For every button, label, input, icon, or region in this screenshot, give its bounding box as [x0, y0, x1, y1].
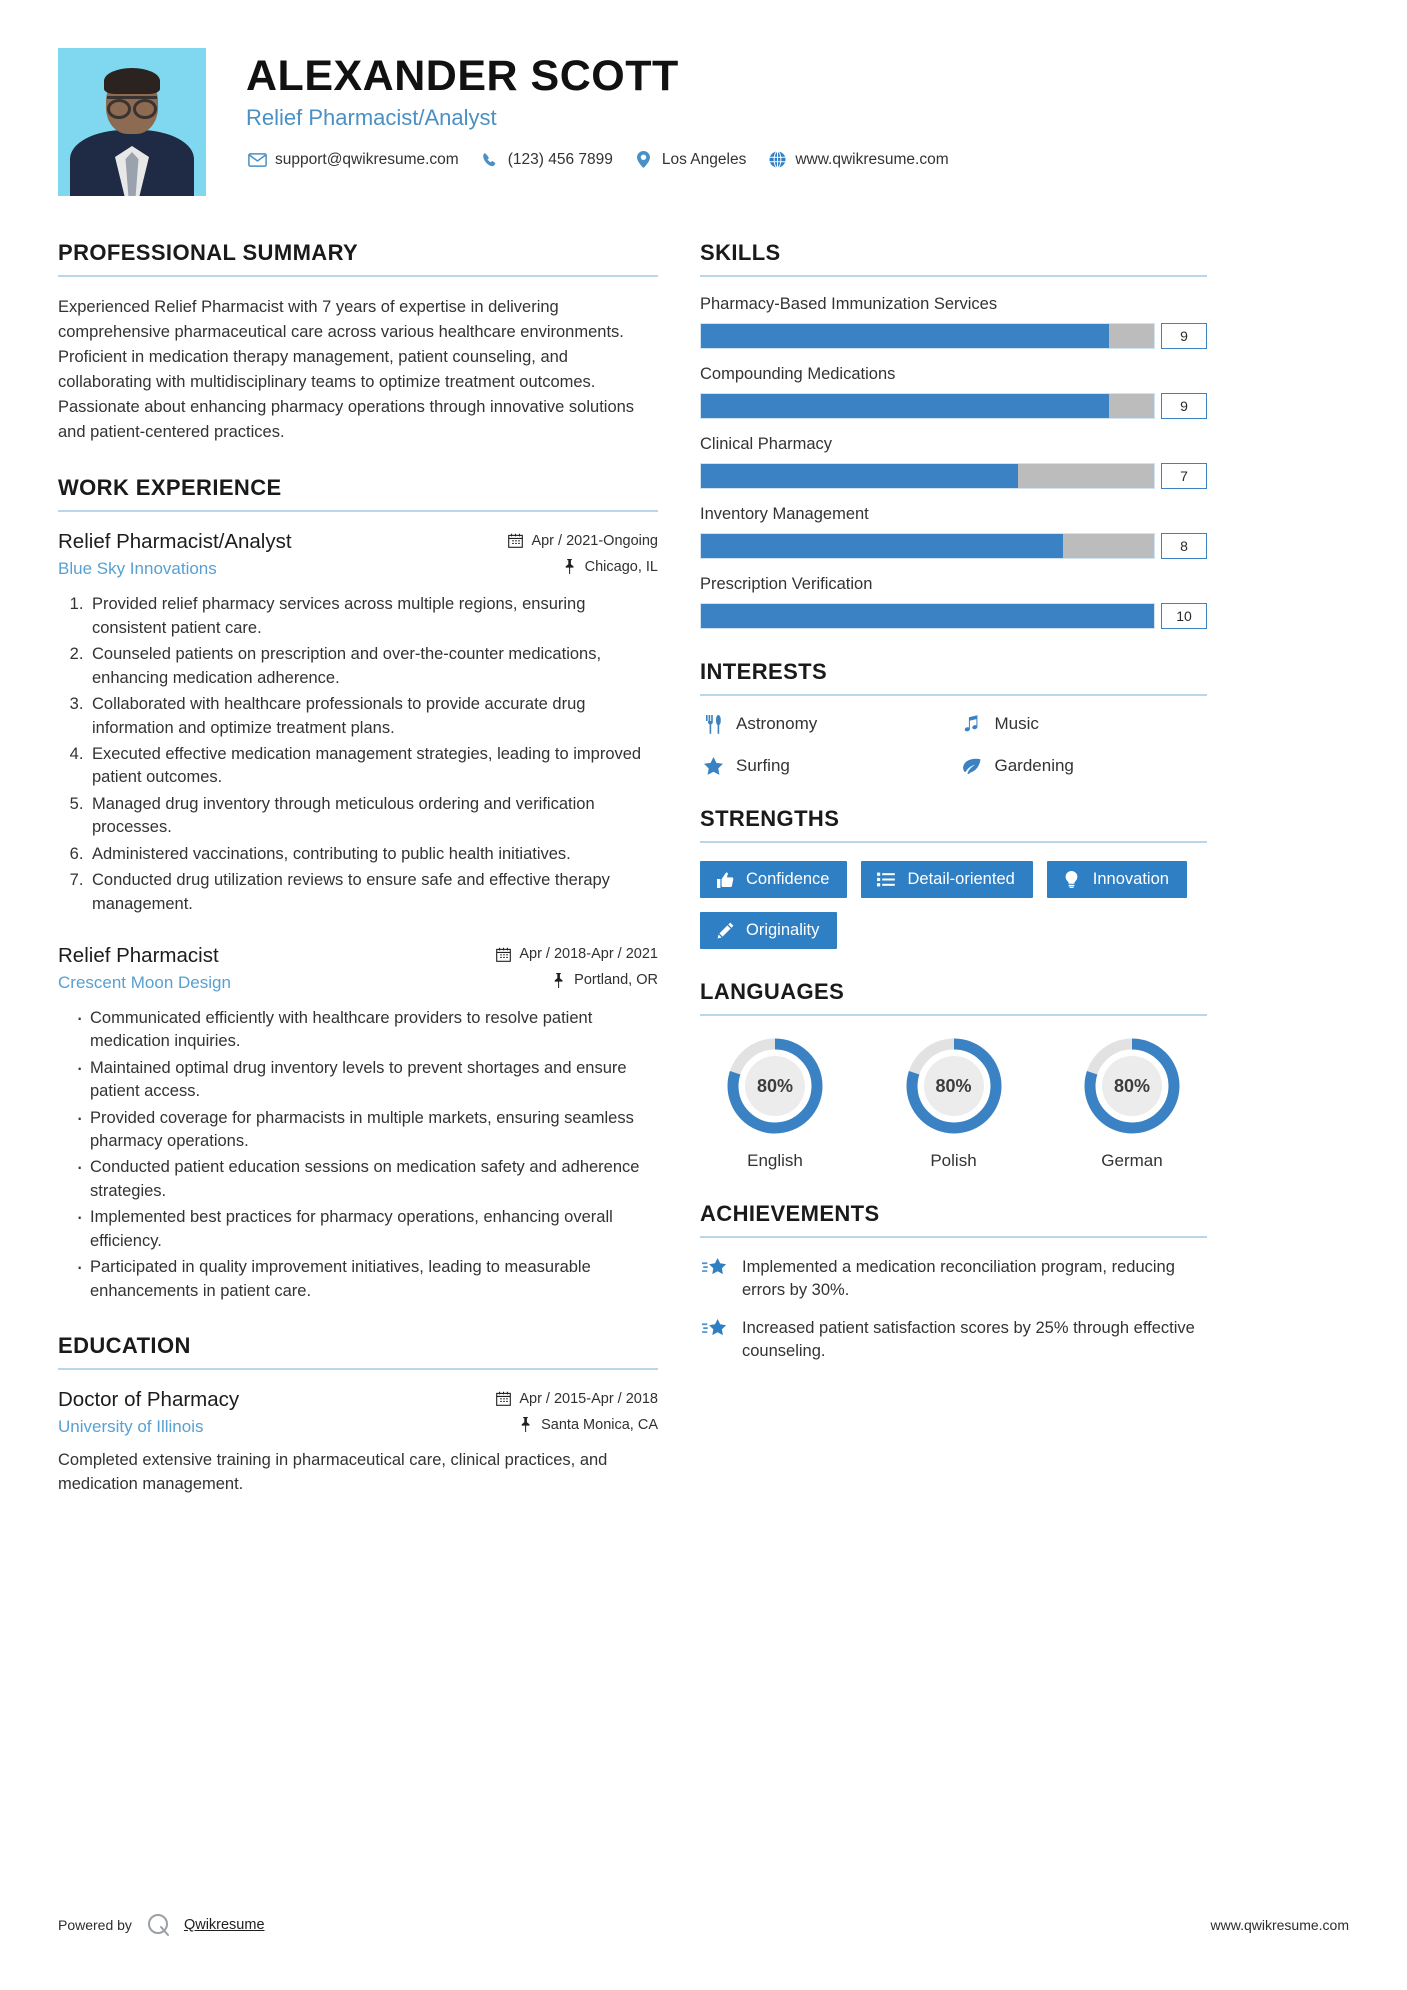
achievement-text: Increased patient satisfaction scores by 25% through effective counseling.: [742, 1318, 1195, 1361]
achievement-text: Implemented a medication reconciliation program, reducing errors by 30%.: [742, 1258, 1175, 1300]
pushpin-icon: [517, 1417, 534, 1432]
interest-label: Astronomy: [736, 714, 818, 733]
phone-icon: [479, 152, 501, 168]
professional-summary-text: Experienced Relief Pharmacist with 7 years of expertise in delivering comprehensive pharmaceutical care across various healthcare environments. Proficient in medication therapy management, patient counseling, and collaborating with multidisciplinary teams to optimize treatment outcomes. Passionate about enhancing pharmacy operations through innovative solutions and patient-centered practices.: [58, 298, 635, 442]
experience-duty-list: [58, 593, 658, 915]
section-work-experience: [58, 475, 658, 1303]
section-title-languages: LANGUAGES: [700, 979, 845, 1004]
skill-progress-fill: [701, 464, 1018, 488]
contact-row: [246, 151, 1349, 169]
calendar-icon: [507, 533, 524, 548]
strength-label: Innovation: [1092, 870, 1169, 888]
leaf-icon: [959, 758, 985, 774]
section-title-strengths: STRENGTHS: [700, 806, 840, 831]
experience-dates: [507, 533, 658, 549]
footer-website[interactable]: www.qwikresume.com: [1210, 1917, 1349, 1933]
utensils-icon: [700, 715, 726, 734]
strength-chip-originality: [700, 912, 837, 949]
language-name: German: [1101, 1151, 1163, 1170]
section-education: [58, 1333, 658, 1497]
section-achievements: [700, 1201, 1207, 1364]
skill-progress-track: [700, 393, 1155, 419]
contact-phone[interactable]: [479, 151, 613, 169]
interest-item: [700, 756, 949, 776]
skill-label: Inventory Management: [700, 505, 869, 523]
section-skills: [700, 240, 1207, 629]
section-divider: [700, 1236, 1207, 1238]
language-item: [879, 1034, 1029, 1171]
section-professional-summary: [58, 240, 658, 445]
avatar: [58, 48, 206, 196]
interest-label: Gardening: [994, 756, 1074, 775]
qwikresume-logo-icon: [146, 1912, 172, 1938]
skill-score: 9: [1161, 323, 1207, 349]
list-item: · Maintained optimal drug inventory levels to prevent shortages and ensure patient access.: [76, 1057, 658, 1104]
interest-label: Music: [994, 714, 1039, 733]
skill-row: [700, 575, 1207, 629]
section-divider: [700, 841, 1207, 843]
skill-progress-track: [700, 603, 1155, 629]
skill-progress-fill: [701, 324, 1109, 348]
section-divider: [58, 1368, 658, 1370]
contact-location-text: Los Angeles: [661, 150, 747, 168]
language-item: [700, 1034, 850, 1171]
contact-email-text: support@qwikresume.com: [275, 150, 459, 168]
header-text-block: [246, 48, 1349, 169]
resume-header: [0, 0, 1407, 196]
section-languages: [700, 979, 1207, 1171]
right-column: [700, 240, 1207, 1378]
interest-item: [959, 714, 1208, 734]
language-percent: 80%: [756, 1075, 794, 1096]
achievement-item: [700, 1317, 1207, 1364]
experience-job-title: Relief Pharmacist/Analyst: [58, 530, 292, 554]
skill-score: 8: [1161, 533, 1207, 559]
left-column: [58, 240, 658, 1505]
page-title: ALEXANDER SCOTT: [246, 52, 679, 100]
experience-entry: [58, 530, 658, 915]
skill-label: Pharmacy-Based Immunization Services: [700, 295, 998, 313]
skill-score: 7: [1161, 463, 1207, 489]
skill-score: 10: [1161, 603, 1207, 629]
section-title-skills: SKILLS: [700, 240, 781, 265]
experience-dates: [495, 946, 658, 962]
skill-label: Clinical Pharmacy: [700, 435, 833, 453]
strength-chip-detail-oriented: [861, 861, 1032, 898]
thumbs-up-icon: [714, 872, 736, 888]
list-item: 3. Collaborated with healthcare professionals to provide accurate drug information and optimize treatment plans.: [88, 693, 658, 740]
skill-label: Compounding Medications: [700, 365, 896, 383]
experience-job-title: Relief Pharmacist: [58, 943, 219, 967]
section-title-interests: INTERESTS: [700, 659, 828, 684]
section-divider: [700, 1014, 1207, 1016]
footer-brand-link[interactable]: Qwikresume: [183, 1917, 265, 1933]
skill-progress-fill: [701, 604, 1154, 628]
experience-company: Crescent Moon Design: [58, 972, 231, 992]
section-title-professional-summary: PROFESSIONAL SUMMARY: [58, 240, 359, 265]
education-degree: Doctor of Pharmacy: [58, 1388, 240, 1412]
experience-location: [550, 972, 658, 988]
list-item: 7. Conducted drug utilization reviews to ensure safe and effective therapy management.: [88, 869, 658, 916]
strength-label: Confidence: [746, 870, 830, 888]
section-title-work-experience: WORK EXPERIENCE: [58, 475, 282, 501]
pushpin-icon: [550, 973, 567, 988]
section-divider: [58, 275, 658, 277]
interest-item: [700, 714, 949, 734]
job-role-subtitle: Relief Pharmacist/Analyst: [246, 104, 497, 130]
education-location-text: Santa Monica, CA: [541, 1416, 658, 1433]
skill-score: 9: [1161, 393, 1207, 419]
language-name: English: [747, 1151, 803, 1170]
envelope-icon: [246, 153, 268, 167]
map-pin-icon: [633, 151, 655, 168]
shooting-star-icon: [700, 1258, 730, 1278]
experience-dates-text: Apr / 2018-Apr / 2021: [519, 946, 658, 963]
skill-row: [700, 505, 1207, 559]
education-school: University of Illinois: [58, 1417, 204, 1437]
globe-icon: [766, 151, 788, 168]
experience-duty-list: [58, 1007, 658, 1303]
experience-dates-text: Apr / 2021-Ongoing: [531, 532, 658, 549]
education-dates-text: Apr / 2015-Apr / 2018: [519, 1390, 658, 1407]
section-title-education: EDUCATION: [58, 1333, 191, 1359]
experience-entry: [58, 944, 658, 1303]
skill-progress-track: [700, 533, 1155, 559]
list-item: · Implemented best practices for pharmacy operations, enhancing overall efficiency.: [76, 1206, 658, 1253]
education-location: [517, 1417, 658, 1433]
language-donut-chart: [902, 1034, 1006, 1138]
pencil-icon: [714, 922, 736, 939]
experience-location: [561, 559, 658, 575]
section-divider: [700, 694, 1207, 696]
education-description: Completed extensive training in pharmaceutical care, clinical practices, and medication management.: [58, 1451, 608, 1493]
section-interests: [700, 659, 1207, 776]
contact-phone-text: (123) 456 7899: [507, 150, 613, 168]
skill-progress-track: [700, 323, 1155, 349]
pushpin-icon: [561, 559, 578, 574]
skill-row: [700, 295, 1207, 349]
interest-label: Surfing: [736, 756, 790, 775]
experience-location-text: Portland, OR: [574, 972, 658, 989]
skill-label: Prescription Verification: [700, 575, 873, 593]
experience-location-text: Chicago, IL: [584, 558, 658, 575]
language-donut-chart: [1080, 1034, 1184, 1138]
list-item: 1. Provided relief pharmacy services across multiple regions, ensuring consistent patient care.: [88, 593, 658, 640]
footer-powered-by-label: Powered by: [58, 1917, 132, 1933]
contact-location: [633, 151, 746, 169]
education-entry: [58, 1388, 658, 1497]
contact-email[interactable]: [246, 151, 459, 169]
language-percent: 80%: [935, 1075, 972, 1096]
list-item: 5. Managed drug inventory through meticulous ordering and verification processes.: [88, 793, 658, 840]
interest-item: [959, 756, 1208, 776]
strength-chip-innovation: [1047, 861, 1187, 898]
music-note-icon: [959, 715, 985, 733]
experience-company: Blue Sky Innovations: [58, 559, 217, 579]
list-item: · Conducted patient education sessions on medication safety and adherence strategies.: [76, 1156, 658, 1203]
education-dates: [495, 1391, 658, 1407]
section-title-achievements: ACHIEVEMENTS: [700, 1201, 880, 1226]
footer-powered-by: [58, 1912, 265, 1938]
list-item: 4. Executed effective medication management strategies, leading to improved patient outcomes.: [88, 743, 658, 790]
strength-label: Detail-oriented: [907, 870, 1015, 888]
skill-progress-fill: [701, 394, 1109, 418]
list-icon: [875, 872, 897, 887]
calendar-icon: [495, 947, 512, 962]
strength-chip-confidence: [700, 861, 847, 898]
section-divider: [700, 275, 1207, 277]
contact-website-text: www.qwikresume.com: [795, 150, 949, 168]
list-item: 2. Counseled patients on prescription and over-the-counter medications, enhancing medication adherence.: [88, 643, 658, 690]
list-item: · Communicated efficiently with healthcare providers to resolve patient medication inquiries.: [76, 1007, 658, 1054]
skill-progress-track: [700, 463, 1155, 489]
language-name: Polish: [930, 1151, 977, 1170]
resume-body: [0, 240, 1407, 1505]
skill-row: [700, 435, 1207, 489]
list-item: · Provided coverage for pharmacists in multiple markets, ensuring seamless pharmacy operations.: [76, 1107, 658, 1154]
language-donut-chart: [723, 1034, 827, 1138]
achievement-item: [700, 1256, 1207, 1303]
language-item: [1057, 1034, 1207, 1171]
language-percent: 80%: [1113, 1075, 1151, 1096]
list-item: 6. Administered vaccinations, contributing to public health initiatives.: [88, 843, 658, 866]
skill-progress-fill: [701, 534, 1063, 558]
page-footer: [0, 1912, 1407, 1938]
calendar-icon: [495, 1391, 512, 1406]
shooting-star-icon: [700, 1319, 730, 1339]
star-icon: [700, 757, 726, 775]
strength-label: Originality: [746, 921, 820, 939]
contact-website[interactable]: [766, 151, 948, 169]
lightbulb-icon: [1061, 871, 1083, 888]
skill-row: [700, 365, 1207, 419]
section-divider: [58, 510, 658, 512]
section-strengths: [700, 806, 1207, 949]
list-item: · Participated in quality improvement initiatives, leading to measurable enhancements in patient care.: [76, 1256, 658, 1303]
